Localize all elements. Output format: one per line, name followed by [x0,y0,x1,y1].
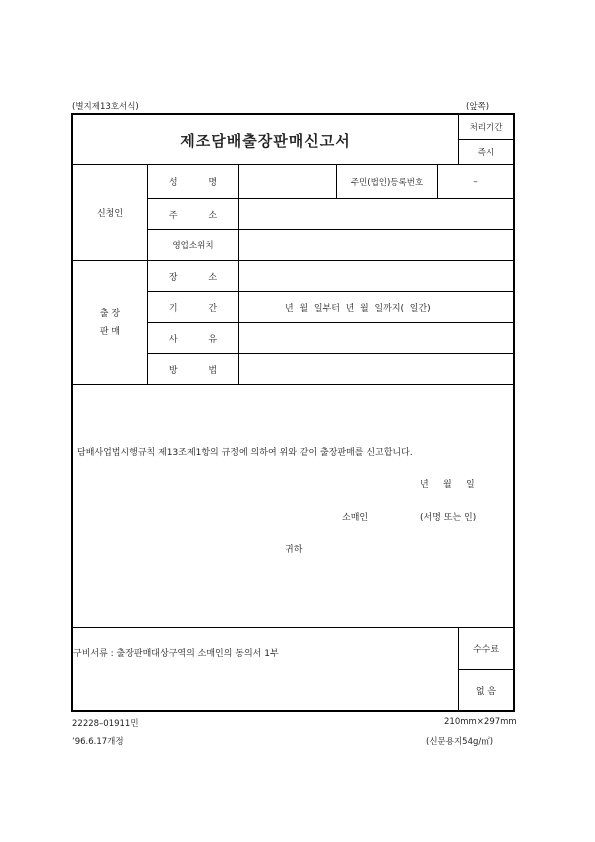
fee-value: 없 음 [475,686,497,697]
bottom-table-top [72,627,514,628]
revision-date: ’96.6.17개정 [72,737,124,747]
sale-section-label-line2: 판 매 [99,326,121,337]
registration-number-label: 주민(법인)등록번호 [350,177,424,188]
required-documents: 구비서류 : 출장판매대상구역의 소매인의 동의서 1부 [73,649,279,659]
place-field[interactable] [239,261,513,291]
fee-label: 수수료 [472,645,500,655]
name-field[interactable] [239,165,336,198]
reason-label: 사 유 [168,334,232,345]
sale-section-label-line1: 출 장 [99,308,121,319]
processing-period-value: 즉시 [477,148,495,158]
sale-section-label [73,261,147,384]
form-code: 22228–01911민 [72,719,139,729]
signature-placeholder[interactable]: (서명 또는 인) [420,513,477,523]
processing-period-label: 처리기간 [469,123,503,133]
frame-bottom [71,710,515,712]
period-field[interactable]: 년 월 일부터 년 월 일까지( 일간) [285,303,431,314]
retailer-label: 소매인 [342,513,369,523]
page-side: (앞쪽) [466,102,490,112]
address-field[interactable] [239,199,513,229]
reason-field[interactable] [239,323,513,353]
row-line [72,384,514,385]
period-label: 기 간 [168,303,232,314]
declaration-statement: 담배사업법시행규칙 제13조제1항의 규정에 의하여 위와 같이 출장판매를 신고합니다. [77,448,413,458]
paper-spec: (신문용지54g/㎡) [426,737,494,747]
business-location-field[interactable] [239,230,513,260]
business-location-label: 영업소위치 [172,241,214,251]
address-label: 주 소 [168,210,232,221]
applicant-section-label: 신청인 [96,209,124,219]
name-label: 성 명 [168,178,232,188]
registration-number-field[interactable]: – [473,176,478,187]
method-field[interactable] [239,354,513,384]
frame-right [513,113,515,712]
method-label: 방 법 [168,365,232,376]
form-title: 제조담배출장판매신고서 [180,131,351,150]
addressee: 귀하 [285,545,303,555]
date-line: 년 월 일 [420,480,475,490]
form-number: (별지제13호서식) [72,102,139,112]
place-label: 장 소 [168,272,232,283]
paper-size: 210mm×297mm [444,717,517,727]
